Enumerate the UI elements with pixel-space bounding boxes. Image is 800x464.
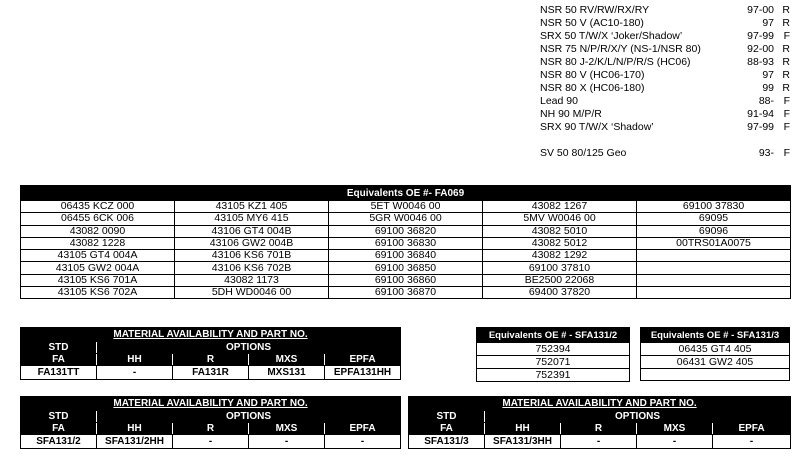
- application-years: 88-: [758, 95, 774, 107]
- table-cell: 69095: [637, 213, 791, 225]
- equivalents-fa069-table: [20, 185, 791, 299]
- table-row: [409, 435, 791, 449]
- table-cell: 69100 36820: [329, 225, 483, 237]
- application-row: [540, 147, 790, 160]
- table-cell: 06435 GT4 405: [641, 343, 790, 356]
- equivalents-fa069-title: Equivalents OE #- FA069: [21, 186, 791, 201]
- table-cell: [637, 287, 791, 299]
- table-cell: 69100 37830: [637, 201, 791, 213]
- table-cell: 752391: [477, 369, 630, 382]
- application-model: NSR 75 N/P/R/X/Y (NS-1/NSR 80): [540, 43, 701, 55]
- column-header: HH: [97, 423, 173, 435]
- table-cell: 43105 KZ1 405: [175, 201, 329, 213]
- table-row: [641, 369, 790, 381]
- application-row: [540, 30, 790, 43]
- application-row: [540, 108, 790, 121]
- application-code: F: [783, 30, 790, 42]
- table-cell: 69100 37810: [483, 262, 637, 274]
- table-cell: 69100 36870: [329, 287, 483, 299]
- material-availability-table-sfa131-2: [20, 396, 401, 449]
- table-cell: 5ET W0046 00: [329, 201, 483, 213]
- application-row: [540, 82, 790, 95]
- part-number: -: [173, 435, 249, 449]
- application-model: SV 50 80/125 Geo: [540, 147, 627, 159]
- table-cell: 06455 6CK 006: [21, 213, 175, 225]
- table-cell: 43105 KS6 702A: [21, 287, 175, 299]
- column-header: R: [173, 423, 249, 435]
- table-row: [477, 356, 630, 369]
- table-cell: 43082 1173: [175, 274, 329, 286]
- table-cell: 43082 1292: [483, 250, 637, 262]
- table-cell: 5GR W0046 00: [329, 213, 483, 225]
- material-availability-table-fa131: [20, 327, 401, 380]
- application-years: 97-99: [747, 121, 774, 133]
- application-model: NSR 80 J-2/K/L/N/P/R/S (HC06): [540, 56, 691, 68]
- part-number: -: [713, 435, 791, 449]
- column-header: R: [173, 354, 249, 366]
- table-row: [477, 343, 630, 356]
- part-number: -: [249, 435, 325, 449]
- table-cell: 43106 GT4 004B: [175, 225, 329, 237]
- material-availability-table-sfa131-3: [408, 396, 791, 449]
- std-label: STD: [21, 342, 97, 354]
- application-code: F: [783, 108, 790, 120]
- table-cell: [637, 262, 791, 274]
- table-row: [641, 343, 790, 356]
- table-row: [21, 366, 401, 380]
- application-code: F: [783, 95, 790, 107]
- table-cell: 43106 GW2 004B: [175, 237, 329, 249]
- table-cell: [641, 369, 790, 381]
- column-header: MXS: [637, 423, 713, 435]
- application-row: [540, 95, 790, 108]
- std-label: STD: [21, 411, 97, 423]
- column-header: R: [561, 423, 637, 435]
- table-cell: 69100 36860: [329, 274, 483, 286]
- table-cell: 43082 1267: [483, 201, 637, 213]
- application-row: [540, 121, 790, 134]
- table-row: [477, 369, 630, 382]
- application-model: Lead 90: [540, 95, 578, 107]
- application-years: 97: [762, 69, 774, 81]
- table-cell: 43082 5010: [483, 225, 637, 237]
- application-years: 97-99: [747, 30, 774, 42]
- table-cell: BE2500 22068: [483, 274, 637, 286]
- column-header: FA: [21, 423, 97, 435]
- table-cell: [637, 250, 791, 262]
- part-number: -: [97, 366, 173, 380]
- column-header: EPFA: [713, 423, 791, 435]
- equivalents-sfa131-3-title: Equivalents OE # - SFA131/3: [641, 328, 790, 343]
- column-header: MXS: [249, 354, 325, 366]
- table-cell: 5DH WD0046 00: [175, 287, 329, 299]
- application-years: 93-: [758, 147, 774, 159]
- table-cell: 43082 5012: [483, 237, 637, 249]
- table-row: [21, 435, 401, 449]
- column-header: EPFA: [325, 423, 401, 435]
- table-cell: 43106 KS6 701B: [175, 250, 329, 262]
- table-row: [21, 225, 791, 237]
- application-code: R: [782, 56, 790, 68]
- table-cell: 06431 GW2 405: [641, 356, 790, 369]
- options-label: OPTIONS: [97, 342, 401, 354]
- material-table-title: MATERIAL AVAILABILITY AND PART NO.: [409, 397, 791, 411]
- application-model: NSR 80 X (HC06-180): [540, 82, 645, 94]
- part-number: SFA131/2HH: [97, 435, 173, 449]
- part-number: EPFA131HH: [325, 366, 401, 380]
- table-cell: 69400 37820: [483, 287, 637, 299]
- application-row: [540, 69, 790, 82]
- application-years: 92-00: [747, 43, 774, 55]
- table-row: [21, 201, 791, 213]
- table-cell: 00TRS01A0075: [637, 237, 791, 249]
- application-model: SRX 50 T/W/X ‘Joker/Shadow’: [540, 30, 683, 42]
- part-number: SFA131/2: [21, 435, 97, 449]
- column-header: HH: [97, 354, 173, 366]
- table-row: [641, 356, 790, 369]
- application-model: NSR 50 RV/RW/RX/RY: [540, 4, 650, 16]
- application-code: R: [782, 17, 790, 29]
- application-years: 97: [762, 17, 774, 29]
- part-number: SFA131/3: [409, 435, 485, 449]
- table-cell: 43082 0090: [21, 225, 175, 237]
- application-code: F: [783, 147, 790, 159]
- application-model: SRX 90 T/W/X ‘Shadow’: [540, 121, 654, 133]
- material-table-title: MATERIAL AVAILABILITY AND PART NO.: [21, 397, 401, 411]
- table-cell: 43105 KS6 701A: [21, 274, 175, 286]
- application-list: [540, 4, 790, 160]
- application-years: 97-00: [747, 4, 774, 16]
- application-model: NH 90 M/P/R: [540, 108, 602, 120]
- application-row: [540, 17, 790, 30]
- application-code: R: [782, 82, 790, 94]
- table-cell: 69100 36840: [329, 250, 483, 262]
- equivalents-sfa131-2-table: [476, 327, 630, 382]
- application-years: 99: [762, 82, 774, 94]
- column-header: HH: [485, 423, 561, 435]
- options-label: OPTIONS: [485, 411, 791, 423]
- table-row: [21, 274, 791, 286]
- column-header: FA: [409, 423, 485, 435]
- table-cell: 43105 GW2 004A: [21, 262, 175, 274]
- part-number: -: [325, 435, 401, 449]
- application-code: R: [782, 69, 790, 81]
- column-header: MXS: [249, 423, 325, 435]
- table-cell: [637, 274, 791, 286]
- table-cell: 43105 GT4 004A: [21, 250, 175, 262]
- column-header: EPFA: [325, 354, 401, 366]
- application-years: 88-93: [747, 56, 774, 68]
- table-row: [21, 237, 791, 249]
- column-header: FA: [21, 354, 97, 366]
- options-label: OPTIONS: [97, 411, 401, 423]
- equivalents-sfa131-2-title: Equivalents OE # - SFA131/2: [477, 328, 630, 343]
- part-number: SFA131/3HH: [485, 435, 561, 449]
- application-model: NSR 80 V (HC06-170): [540, 69, 645, 81]
- table-row: [21, 262, 791, 274]
- equivalents-sfa131-3-table: [640, 327, 790, 381]
- table-cell: 69100 36850: [329, 262, 483, 274]
- table-row: [21, 287, 791, 299]
- application-code: R: [782, 4, 790, 16]
- application-code: F: [783, 121, 790, 133]
- table-cell: 5MV W0046 00: [483, 213, 637, 225]
- part-number: -: [561, 435, 637, 449]
- table-cell: 69096: [637, 225, 791, 237]
- application-model: NSR 50 V (AC10-180): [540, 17, 644, 29]
- material-table-title: MATERIAL AVAILABILITY AND PART NO.: [21, 328, 401, 342]
- table-row: [21, 213, 791, 225]
- part-number: MXS131: [249, 366, 325, 380]
- table-cell: 752394: [477, 343, 630, 356]
- table-row: [21, 250, 791, 262]
- part-number: -: [637, 435, 713, 449]
- table-cell: 69100 36830: [329, 237, 483, 249]
- part-number: FA131R: [173, 366, 249, 380]
- table-cell: 43082 1228: [21, 237, 175, 249]
- application-row: [540, 43, 790, 56]
- table-cell: 752071: [477, 356, 630, 369]
- std-label: STD: [409, 411, 485, 423]
- application-row: [540, 56, 790, 69]
- table-cell: 06435 KCZ 000: [21, 201, 175, 213]
- part-number: FA131TT: [21, 366, 97, 380]
- application-code: R: [782, 43, 790, 55]
- application-years: 91-94: [747, 108, 774, 120]
- table-cell: 43106 KS6 702B: [175, 262, 329, 274]
- application-row: [540, 4, 790, 17]
- table-cell: 43105 MY6 415: [175, 213, 329, 225]
